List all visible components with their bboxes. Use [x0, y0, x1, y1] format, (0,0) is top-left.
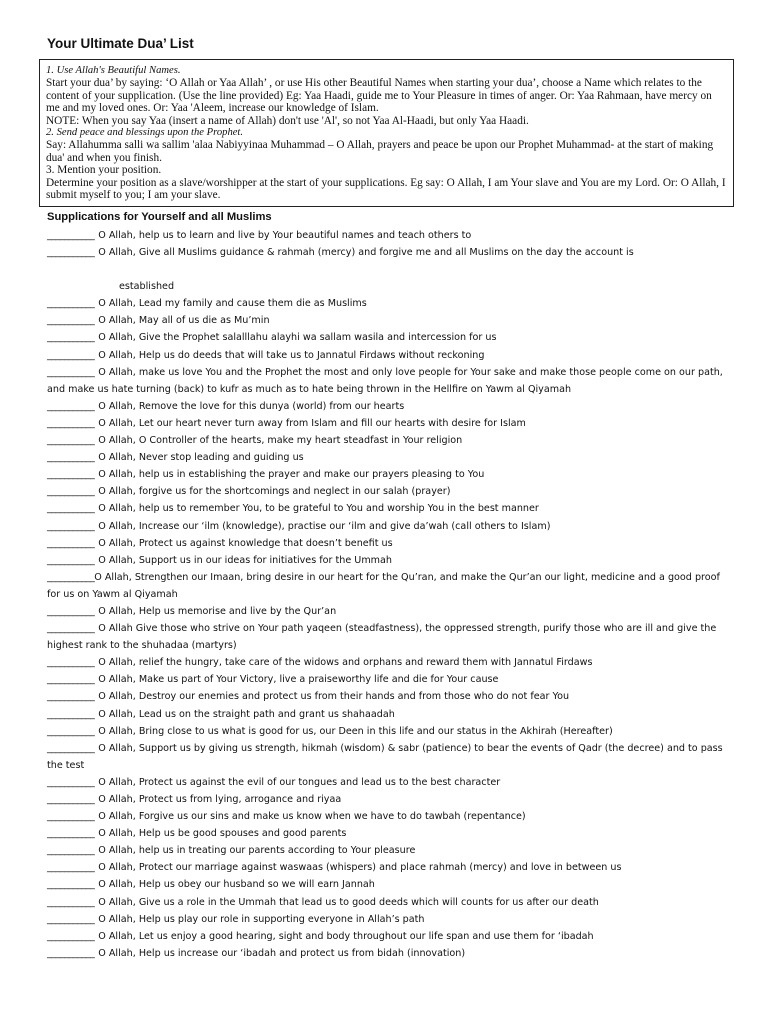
- dua-item: [47, 535, 727, 552]
- dua-text: O Allah, Never stop leading and guiding us: [98, 452, 304, 464]
- name-blank-line[interactable]: ___________: [47, 230, 95, 241]
- tip-text: Determine your position as a slave/worshipper at the start of your supplications. Eg say: O Allah, I am Your slave and You are my Lord. Or: O Allah, I submit myself to you; I am your slave.: [46, 176, 726, 202]
- dua-item: [47, 723, 727, 740]
- name-blank-line[interactable]: ___________: [47, 930, 95, 942]
- dua-item: [47, 654, 727, 671]
- name-blank-line[interactable]: ___________: [47, 794, 95, 805]
- dua-item: [47, 569, 727, 603]
- dua-item: [47, 603, 727, 620]
- dua-text: O Allah, Help us increase our ‘ibadah and protect us from bidah (innovation): [98, 947, 466, 959]
- dua-item: [47, 774, 727, 791]
- dua-item: [47, 552, 727, 569]
- dua-text: O Allah Give those who strive on Your path yaqeen (steadfastness), the oppressed strength, purify those who are ill and give the highest rank to the shuhadaa (martyrs): [47, 623, 717, 652]
- name-blank-line[interactable]: ___________: [47, 708, 95, 720]
- dua-text: O Allah, Help us memorise and live by the Qur’an: [98, 605, 337, 617]
- name-blank-line[interactable]: ___________: [47, 417, 95, 429]
- section-title: Supplications for Yourself and all Muslims: [47, 211, 272, 223]
- name-blank-line[interactable]: ___________: [47, 247, 95, 259]
- dua-text: O Allah, Make us part of Your Victory, live a praiseworthy life and die for Your cause: [98, 674, 499, 686]
- dua-text: O Allah, Protect us from lying, arrogance and riyaa: [98, 794, 342, 805]
- dua-text: O Allah, Give the Prophet salalllahu alayhi wa sallam wasila and intercession for us: [98, 332, 497, 344]
- dua-item: [47, 825, 727, 842]
- dua-list: [47, 227, 727, 962]
- dua-text: O Allah, relief the hungry, take care of the widows and orphans and reward them with Jannatul Firdaws: [98, 657, 593, 669]
- dua-text-continuation: established: [119, 281, 175, 293]
- dua-item: [47, 894, 727, 911]
- dua-item: [47, 740, 727, 774]
- line-gap: [47, 261, 727, 278]
- dua-text: O Allah, help us to learn and live by Your beautiful names and teach others to: [98, 230, 472, 241]
- dua-item: [47, 500, 727, 517]
- name-blank-line[interactable]: ___________: [47, 503, 95, 515]
- dua-text: O Allah, Support us by giving us strength, hikmah (wisdom) & sabr (patience) to bear the events of Qadr (the decree) and to pass the test: [47, 742, 723, 771]
- dua-text: O Allah, O Controller of the hearts, make my heart steadfast in Your religion: [98, 435, 463, 447]
- dua-item: [47, 415, 727, 432]
- name-blank-line[interactable]: ___________: [47, 554, 95, 566]
- tip-heading: 2. Send peace and blessings upon the Prophet.: [46, 127, 244, 139]
- name-blank-line[interactable]: ___________: [47, 913, 95, 925]
- dua-text: O Allah, Destroy our enemies and protect us from their hands and from those who do not fear You: [98, 691, 570, 703]
- dua-item: [47, 398, 727, 415]
- name-blank-line[interactable]: ___________: [47, 879, 95, 891]
- name-blank-line[interactable]: ___________: [47, 315, 95, 327]
- dua-text: O Allah, Help us be good spouses and good parents: [98, 828, 347, 840]
- dua-item: [47, 347, 727, 364]
- name-blank-line[interactable]: ___________: [47, 332, 95, 344]
- document-title: Your Ultimate Dua’ List: [47, 36, 194, 51]
- dua-item: [47, 671, 727, 688]
- name-blank-line[interactable]: ___________: [47, 862, 95, 874]
- dua-item: [47, 842, 727, 859]
- dua-item: [47, 227, 727, 244]
- dua-text: O Allah, Help us play our role in supporting everyone in Allah’s path: [98, 913, 425, 925]
- tip-text: Start your dua’ by saying: ‘O Allah or Yaa Allah’ , or use His other Beautiful Names when starting your dua’, choose a Name which relates to the content of your supplication. (Use the line provided) Eg: Yaa Haadi, guide me to Your Pleasure in times of anger. Or: Yaa Rahmaan, have mercy on me and my loved ones. Or: Yaa 'Aleem, increase our knowledge of Islam.: [46, 77, 712, 115]
- name-blank-line[interactable]: ___________: [47, 845, 95, 857]
- dua-item: [47, 295, 727, 312]
- dua-text: O Allah, Help us do deeds that will take us to Jannatul Firdaws without reckoning: [98, 349, 485, 361]
- dua-text: O Allah, help us in treating our parents according to Your pleasure: [98, 845, 416, 857]
- name-blank-line[interactable]: ___________: [47, 947, 95, 959]
- dua-text: O Allah, Give all Muslims guidance & rahmah (mercy) and forgive me and all Muslims on the day the account is: [98, 247, 634, 259]
- dua-text: O Allah, Lead us on the straight path and grant us shahaadah: [98, 708, 395, 720]
- dua-item: [47, 312, 727, 329]
- name-blank-line[interactable]: ___________: [47, 298, 95, 310]
- dua-text: O Allah, Bring close to us what is good for us, our Deen in this life and our status in the Akhirah (Hereafter): [98, 725, 613, 737]
- name-blank-line[interactable]: ___________: [47, 896, 95, 908]
- name-blank-line[interactable]: ___________: [47, 828, 95, 840]
- name-blank-line[interactable]: ___________: [47, 469, 95, 481]
- name-blank-line[interactable]: ___________: [47, 400, 95, 412]
- dua-item: [47, 518, 727, 535]
- name-blank-line[interactable]: ___________: [47, 349, 95, 361]
- dua-item: [47, 911, 727, 928]
- dua-item: [47, 791, 727, 808]
- dua-text: O Allah, Protect us against knowledge that doesn’t benefit us: [98, 537, 393, 549]
- name-blank-line[interactable]: ___________: [47, 366, 95, 378]
- dua-text: O Allah, Forgive us our sins and make us know when we have to do tawbah (repentance): [98, 811, 526, 823]
- dua-text: O Allah, Let our heart never turn away from Islam and fill our hearts with desire for Islam: [98, 417, 526, 429]
- dua-text: O Allah, May all of us die as Mu’min: [98, 315, 270, 327]
- dua-item: [47, 329, 727, 346]
- name-blank-line[interactable]: ___________: [47, 623, 95, 635]
- name-blank-line[interactable]: ___________: [47, 605, 95, 617]
- tip-text: 3. Mention your position.: [46, 164, 162, 177]
- dua-text: O Allah, Strengthen our Imaan, bring desire in our heart for the Qu’ran, and make the Qur’an our light, medicine and a good proof for us on Yawm al Qiyamah: [47, 571, 720, 600]
- dua-item: [47, 876, 727, 893]
- dua-item: [47, 620, 727, 654]
- tip-heading: 1. Use Allah's Beautiful Names.: [46, 65, 181, 76]
- dua-item: [47, 244, 727, 295]
- tip-text: NOTE: When you say Yaa (insert a name of Allah) don't use 'Al', so not Yaa Al-Haadi, but only Yaa Haadi.: [46, 114, 529, 127]
- dua-text: O Allah, Give us a role in the Ummah that lead us to good deeds which will counts for us after our death: [98, 896, 599, 908]
- dua-text: O Allah, help us in establishing the prayer and make our prayers pleasing to You: [98, 469, 485, 481]
- tip-text: Say: Allahumma salli wa sallim 'alaa Nabiyyinaa Muhammad – O Allah, prayers and peace be upon our Prophet Muhammad- at the start of making dua' and when you finish.: [46, 139, 714, 164]
- dua-text: O Allah, Let us enjoy a good hearing, sight and body throughout our life span and use them for ‘ibadah: [98, 930, 594, 942]
- dua-text: O Allah, Increase our ‘ilm (knowledge), practise our ‘ilm and give da’wah (call others to Islam): [98, 520, 551, 532]
- name-blank-line[interactable]: ___________: [47, 657, 95, 669]
- dua-text: O Allah, Support us in our ideas for initiatives for the Ummah: [98, 554, 392, 566]
- name-blank-line[interactable]: ___________: [47, 486, 95, 498]
- dua-text: O Allah, forgive us for the shortcomings and neglect in our salah (prayer): [98, 486, 451, 498]
- dua-item: [47, 928, 727, 945]
- name-blank-line[interactable]: ___________: [47, 776, 95, 788]
- dua-item: [47, 688, 727, 705]
- dua-item: [47, 483, 727, 500]
- name-blank-line[interactable]: ___________: [47, 811, 95, 823]
- name-blank-line[interactable]: ___________: [47, 691, 95, 703]
- name-blank-line[interactable]: ___________: [47, 452, 95, 464]
- name-blank-line[interactable]: ___________: [47, 537, 95, 549]
- dua-text: O Allah, help us to remember You, to be grateful to You and worship You in the best manner: [98, 503, 539, 515]
- dua-text: O Allah, make us love You and the Prophet the most and only love people for Your sake and make those people come on our path, and make us hate turning (back) to kufr as much as to hate being thrown in the Hellfire on Yawm al Qiyamah: [47, 366, 723, 395]
- dua-item: [47, 859, 727, 876]
- dua-item: [47, 466, 727, 483]
- dua-item: [47, 808, 727, 825]
- name-blank-line[interactable]: ___________: [47, 742, 95, 754]
- dua-text: O Allah, Remove the love for this dunya (world) from our hearts: [98, 400, 405, 412]
- dua-text: O Allah, Help us obey our husband so we will earn Jannah: [98, 879, 375, 891]
- dua-item: [47, 432, 727, 449]
- dua-item: [47, 364, 727, 398]
- name-blank-line[interactable]: ___________: [47, 674, 95, 686]
- dua-item: [47, 706, 727, 723]
- dua-text: O Allah, Lead my family and cause them die as Muslims: [98, 298, 367, 310]
- name-blank-line[interactable]: ___________: [47, 520, 95, 532]
- dua-item: [47, 449, 727, 466]
- tips-box: [39, 59, 734, 207]
- name-blank-line[interactable]: ___________: [47, 725, 95, 737]
- dua-text: O Allah, Protect us against the evil of our tongues and lead us to the best character: [98, 776, 501, 788]
- dua-text: O Allah, Protect our marriage against waswaas (whispers) and place rahmah (mercy) and love in between us: [98, 862, 622, 874]
- name-blank-line[interactable]: ___________: [47, 571, 95, 583]
- dua-item: [47, 945, 727, 962]
- name-blank-line[interactable]: ___________: [47, 435, 95, 447]
